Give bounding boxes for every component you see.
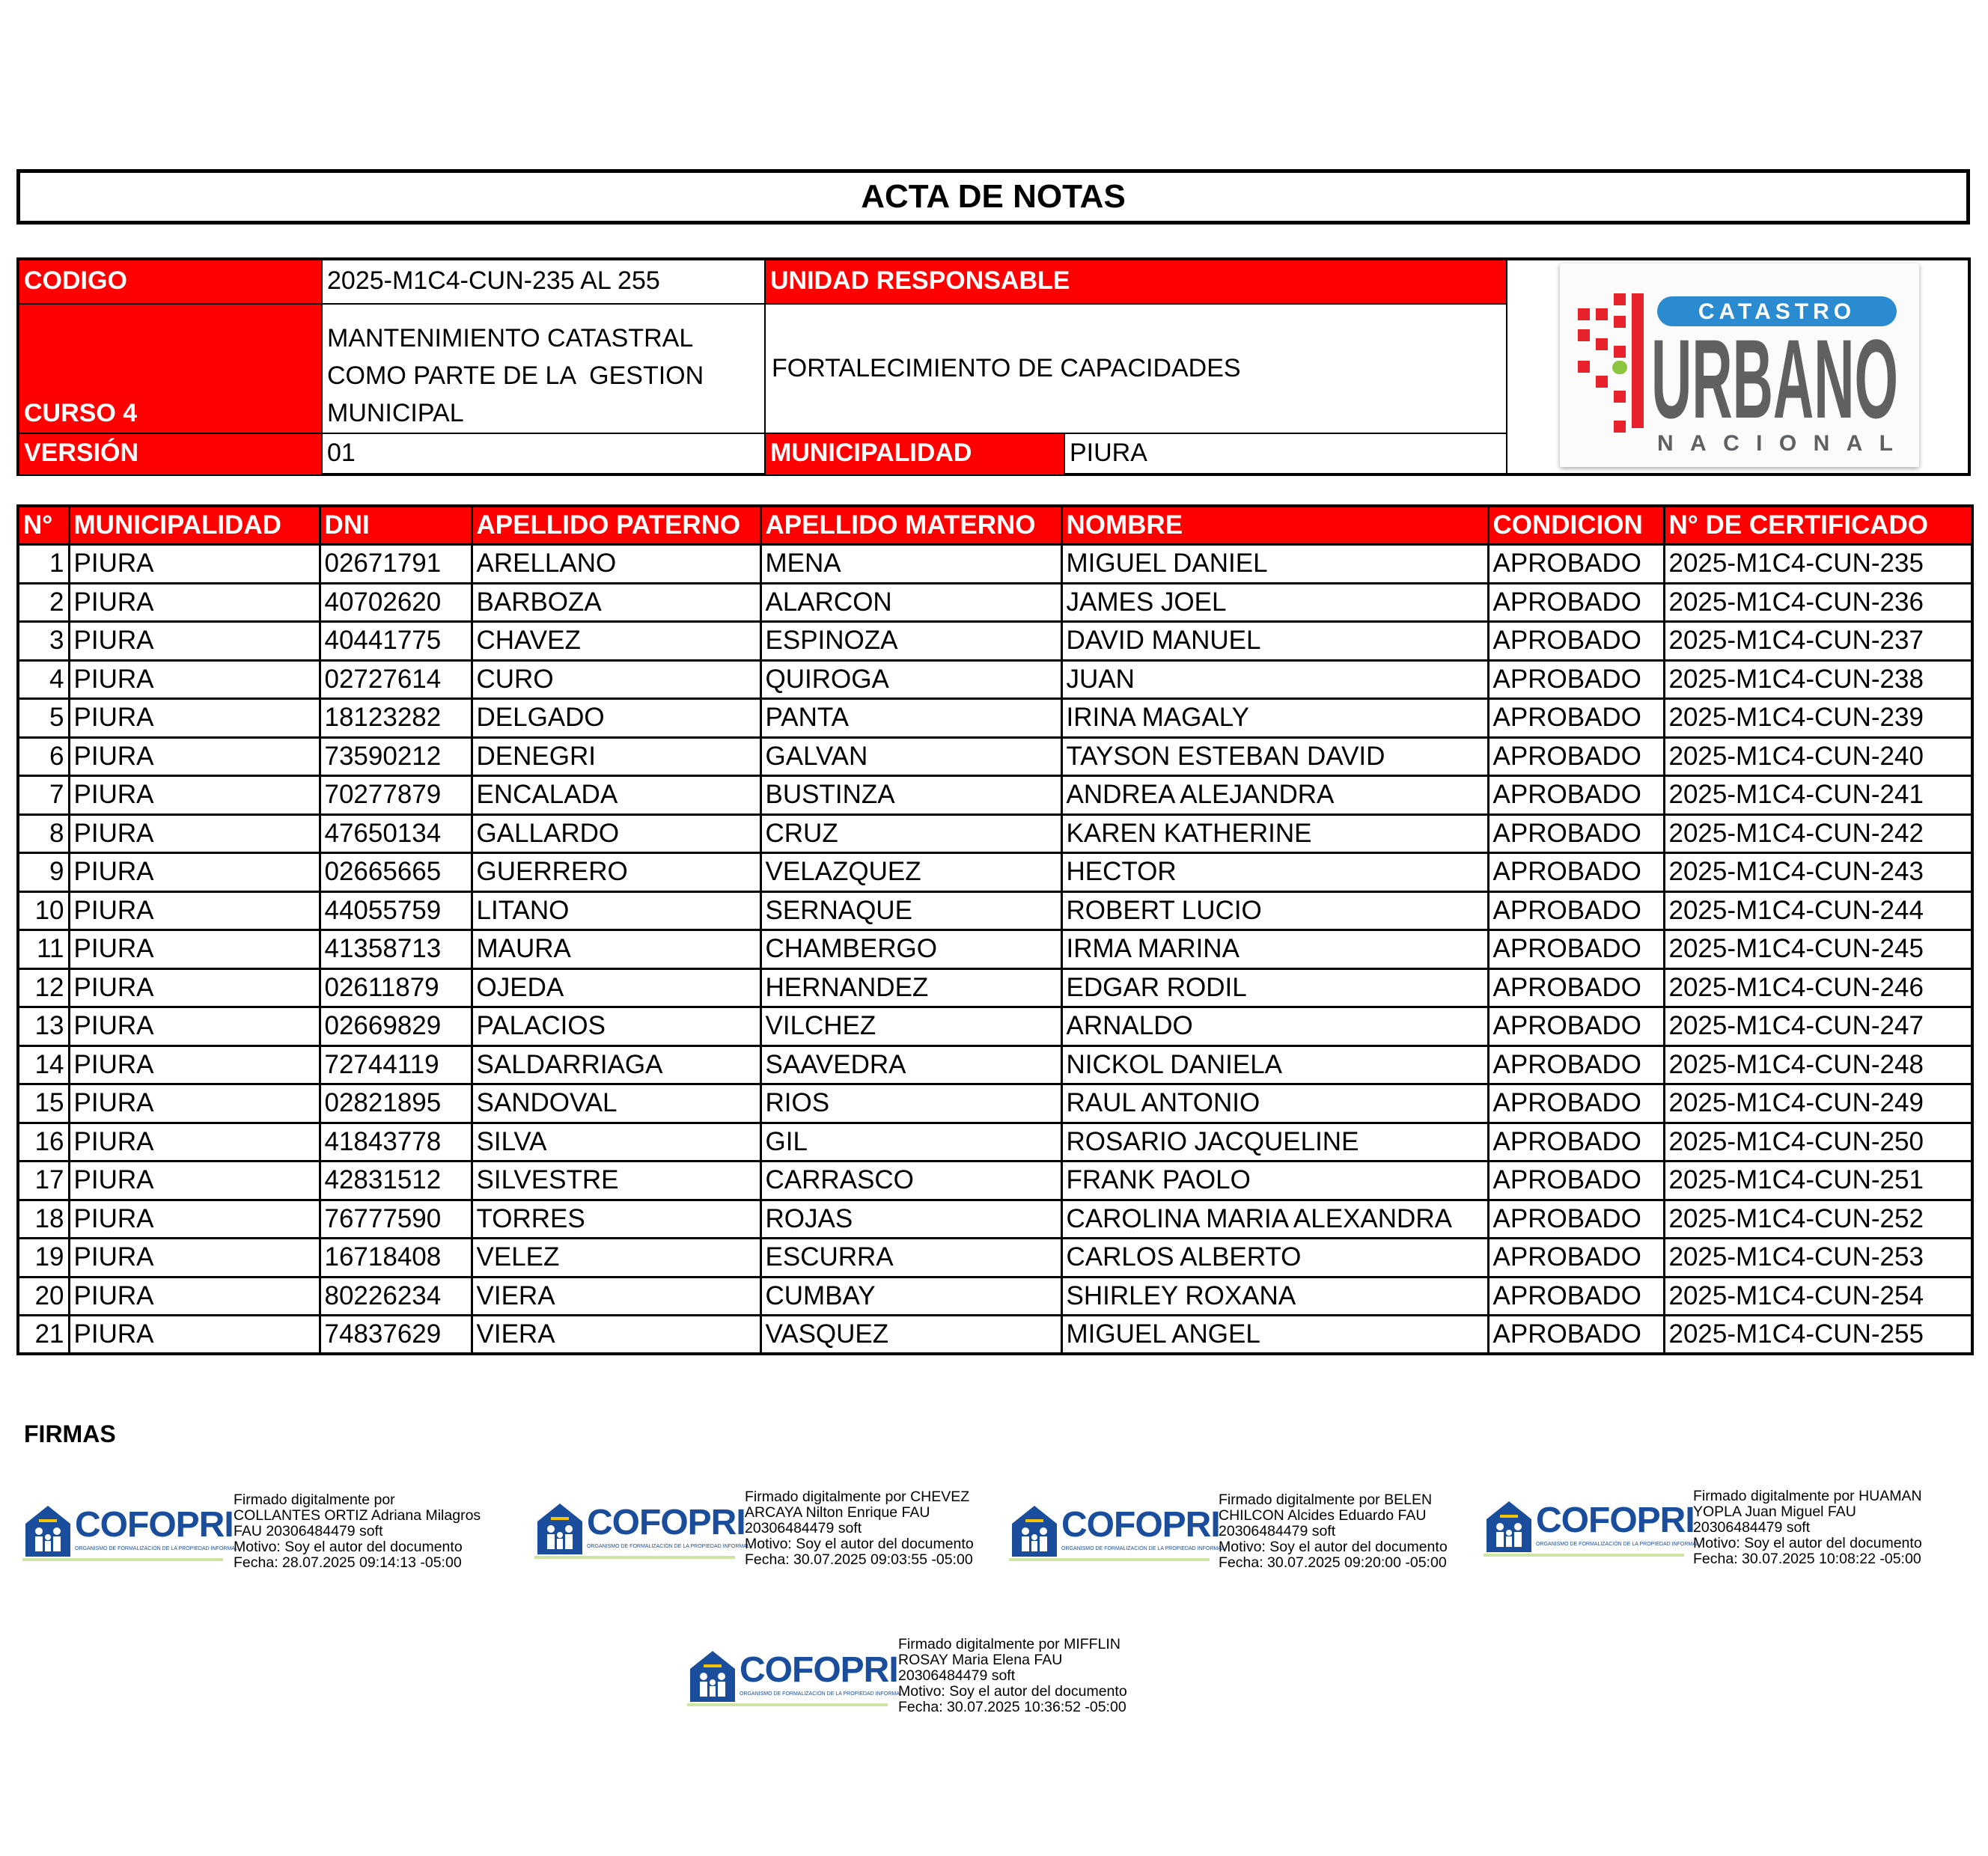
cell-apellido-materno: VELAZQUEZ [760, 853, 1061, 892]
cell-condicion: APROBADO [1488, 853, 1664, 892]
cell-nombre: FRANK PAOLO [1061, 1161, 1488, 1200]
cell-apellido-paterno: GALLARDO [472, 814, 760, 853]
municipalidad-label: MUNICIPALIDAD [766, 434, 1065, 474]
version-label: VERSIÓN [19, 434, 323, 474]
cell-apellido-materno: SAAVEDRA [760, 1045, 1061, 1084]
curso-label: CURSO 4 [24, 399, 138, 427]
cell-condicion: APROBADO [1488, 660, 1664, 699]
signature-lines [898, 1637, 1127, 1715]
cell-dni: 18123282 [320, 699, 472, 738]
cell-numero: 11 [18, 930, 69, 969]
cell-municipalidad: PIURA [69, 1316, 320, 1355]
table-row [18, 853, 1972, 892]
cell-municipalidad: PIURA [69, 699, 320, 738]
cell-apellido-paterno: TORRES [472, 1200, 760, 1239]
table-row [18, 814, 1972, 853]
cell-apellido-paterno: ENCALADA [472, 776, 760, 815]
cell-nombre: ROSARIO JACQUELINE [1061, 1123, 1488, 1161]
unidad-label: UNIDAD RESPONSABLE [766, 260, 1506, 305]
table-row [18, 622, 1972, 661]
signature-lines [745, 1489, 974, 1568]
cell-nombre: MIGUEL ANGEL [1061, 1316, 1488, 1355]
cell-numero: 14 [18, 1045, 69, 1084]
seal-bar [1009, 1558, 1210, 1561]
cell-apellido-materno: GALVAN [760, 737, 1061, 776]
cell-apellido-paterno: OJEDA [472, 968, 760, 1007]
table-row [18, 583, 1972, 622]
house-family-icon [1010, 1504, 1058, 1558]
cell-apellido-paterno: DENEGRI [472, 737, 760, 776]
cell-municipalidad: PIURA [69, 968, 320, 1007]
cofopri-name: COFOPRI [587, 1503, 746, 1542]
cell-municipalidad: PIURA [69, 1161, 320, 1200]
table-row [18, 545, 1972, 584]
cofopri-subtitle: ORGANISMO DE FORMALIZACIÓN DE LA PROPIEDAD INFORMAL [587, 1544, 750, 1549]
cell-dni: 02611879 [320, 968, 472, 1007]
cell-certificado: 2025-M1C4-CUN-245 [1664, 930, 1972, 969]
header-col-condicion: CONDICION [1488, 506, 1664, 545]
signature-line: Fecha: 30.07.2025 10:08:22 -05:00 [1693, 1551, 1921, 1567]
cell-apellido-materno: CUMBAY [760, 1277, 1061, 1316]
table-row [18, 1084, 1972, 1123]
cell-condicion: APROBADO [1488, 776, 1664, 815]
cell-dni: 02727614 [320, 660, 472, 699]
cell-numero: 4 [18, 660, 69, 699]
cell-municipalidad: PIURA [69, 1007, 320, 1046]
table-row [18, 737, 1972, 776]
table-row [18, 968, 1972, 1007]
cell-dni: 02671791 [320, 545, 472, 584]
codigo-label: CODIGO [19, 260, 323, 305]
cell-condicion: APROBADO [1488, 1161, 1664, 1200]
cell-numero: 8 [18, 814, 69, 853]
logo-separator [1506, 260, 1507, 474]
document-title [16, 169, 1970, 225]
header-col-municipalidad: MUNICIPALIDAD [69, 506, 320, 545]
cell-municipalidad: PIURA [69, 930, 320, 969]
cell-municipalidad: PIURA [69, 776, 320, 815]
cell-dni: 42831512 [320, 1161, 472, 1200]
cell-nombre: ANDREA ALEJANDRA [1061, 776, 1488, 815]
cofopri-subtitle: ORGANISMO DE FORMALIZACIÓN DE LA PROPIEDAD INFORMAL [75, 1546, 238, 1551]
cell-certificado: 2025-M1C4-CUN-249 [1664, 1084, 1972, 1123]
header-col-apellido-materno: APELLIDO MATERNO [760, 506, 1061, 545]
signature-line: 20306484479 soft [745, 1520, 862, 1536]
cell-condicion: APROBADO [1488, 1277, 1664, 1316]
signature-line: Motivo: Soy el autor del documento [1693, 1535, 1922, 1551]
cell-numero: 12 [18, 968, 69, 1007]
cell-condicion: APROBADO [1488, 930, 1664, 969]
cell-apellido-materno: ALARCON [760, 583, 1061, 622]
curso-line-2: COMO PARTE DE LA GESTION [327, 361, 704, 390]
table-row [18, 699, 1972, 738]
cell-numero: 10 [18, 891, 69, 930]
cell-numero: 20 [18, 1277, 69, 1316]
cell-apellido-materno: SERNAQUE [760, 891, 1061, 930]
cell-numero: 2 [18, 583, 69, 622]
cell-apellido-materno: CARRASCO [760, 1161, 1061, 1200]
signature-line: Firmado digitalmente por CHEVEZ [745, 1489, 970, 1505]
cell-municipalidad: PIURA [69, 1084, 320, 1123]
cell-apellido-materno: BUSTINZA [760, 776, 1061, 815]
signature-lines [1219, 1492, 1448, 1571]
cell-certificado: 2025-M1C4-CUN-250 [1664, 1123, 1972, 1161]
table-row [18, 1316, 1972, 1355]
header-col-nombre: NOMBRE [1061, 506, 1488, 545]
cell-apellido-materno: ESPINOZA [760, 622, 1061, 661]
cell-nombre: IRMA MARINA [1061, 930, 1488, 969]
table-row [18, 776, 1972, 815]
seal-bar [687, 1703, 888, 1706]
cell-condicion: APROBADO [1488, 1007, 1664, 1046]
cell-condicion: APROBADO [1488, 583, 1664, 622]
cofopri-name: COFOPRI [740, 1650, 898, 1690]
signature-line: Motivo: Soy el autor del documento [234, 1539, 463, 1555]
cell-condicion: APROBADO [1488, 1084, 1664, 1123]
cell-dni: 40702620 [320, 583, 472, 622]
signature-lines [234, 1492, 481, 1571]
header-col-dni: DNI [320, 506, 472, 545]
cell-condicion: APROBADO [1488, 968, 1664, 1007]
cell-condicion: APROBADO [1488, 1316, 1664, 1355]
cell-apellido-paterno: VIERA [472, 1316, 760, 1355]
cell-dni: 70277879 [320, 776, 472, 815]
cell-certificado: 2025-M1C4-CUN-247 [1664, 1007, 1972, 1046]
version-value: 01 [323, 434, 766, 474]
cofopri-subtitle: ORGANISMO DE FORMALIZACIÓN DE LA PROPIEDAD INFORMAL [1536, 1542, 1699, 1547]
cell-nombre: EDGAR RODIL [1061, 968, 1488, 1007]
signature-line: 20306484479 soft [1219, 1523, 1336, 1539]
cell-certificado: 2025-M1C4-CUN-235 [1664, 545, 1972, 584]
cell-numero: 17 [18, 1161, 69, 1200]
cell-certificado: 2025-M1C4-CUN-236 [1664, 583, 1972, 622]
cell-municipalidad: PIURA [69, 545, 320, 584]
cell-condicion: APROBADO [1488, 1123, 1664, 1161]
signature-line: ARCAYA Nilton Enrique FAU [745, 1504, 930, 1521]
cell-numero: 7 [18, 776, 69, 815]
cell-apellido-materno: RIOS [760, 1084, 1061, 1123]
cell-apellido-paterno: SILVA [472, 1123, 760, 1161]
signature-line: Fecha: 30.07.2025 09:03:55 -05:00 [745, 1551, 973, 1568]
curso-name [323, 305, 766, 434]
table-body [18, 545, 1972, 1355]
cell-nombre: ROBERT LUCIO [1061, 891, 1488, 930]
table-row [18, 891, 1972, 930]
cell-condicion: APROBADO [1488, 545, 1664, 584]
cell-certificado: 2025-M1C4-CUN-242 [1664, 814, 1972, 853]
cell-apellido-paterno: SANDOVAL [472, 1084, 760, 1123]
catastro-urbano-logo-graphic [1560, 263, 1919, 467]
cell-municipalidad: PIURA [69, 660, 320, 699]
cell-municipalidad: PIURA [69, 814, 320, 853]
cofopri-logo [1009, 1503, 1225, 1563]
table-row [18, 660, 1972, 699]
cell-municipalidad: PIURA [69, 1123, 320, 1161]
cell-dni: 76777590 [320, 1200, 472, 1239]
cell-numero: 18 [18, 1200, 69, 1239]
cell-condicion: APROBADO [1488, 1239, 1664, 1277]
cell-municipalidad: PIURA [69, 583, 320, 622]
catastro-urbano-logo [1560, 263, 1919, 467]
cell-numero: 15 [18, 1084, 69, 1123]
signature-line: FAU 20306484479 soft [234, 1523, 383, 1539]
cell-apellido-paterno: MAURA [472, 930, 760, 969]
cell-dni: 44055759 [320, 891, 472, 930]
signature-line: COLLANTES ORTIZ Adriana Milagros [234, 1507, 481, 1524]
cofopri-logo [687, 1648, 903, 1708]
cell-dni: 72744119 [320, 1045, 472, 1084]
cofopri-subtitle: ORGANISMO DE FORMALIZACIÓN DE LA PROPIEDAD INFORMAL [740, 1691, 903, 1697]
cell-apellido-materno: CRUZ [760, 814, 1061, 853]
cell-dni: 02665665 [320, 853, 472, 892]
cell-nombre: KAREN KATHERINE [1061, 814, 1488, 853]
cell-dni: 41358713 [320, 930, 472, 969]
cell-condicion: APROBADO [1488, 622, 1664, 661]
cell-apellido-materno: CHAMBERGO [760, 930, 1061, 969]
header-col-apellido-paterno: APELLIDO PATERNO [472, 506, 760, 545]
cell-apellido-paterno: GUERRERO [472, 853, 760, 892]
seal-bar [534, 1556, 735, 1559]
title-text: ACTA DE NOTAS [861, 178, 1126, 215]
cell-nombre: CARLOS ALBERTO [1061, 1239, 1488, 1277]
cell-apellido-paterno: ARELLANO [472, 545, 760, 584]
unidad-value: FORTALECIMIENTO DE CAPACIDADES [766, 305, 1506, 434]
cell-certificado: 2025-M1C4-CUN-237 [1664, 622, 1972, 661]
table-row [18, 1277, 1972, 1316]
cell-numero: 16 [18, 1123, 69, 1161]
cell-certificado: 2025-M1C4-CUN-251 [1664, 1161, 1972, 1200]
cell-nombre: HECTOR [1061, 853, 1488, 892]
cell-apellido-paterno: SILVESTRE [472, 1161, 760, 1200]
cell-apellido-materno: QUIROGA [760, 660, 1061, 699]
seal-bar [22, 1558, 223, 1561]
cell-numero: 13 [18, 1007, 69, 1046]
cell-certificado: 2025-M1C4-CUN-241 [1664, 776, 1972, 815]
cofopri-subtitle: ORGANISMO DE FORMALIZACIÓN DE LA PROPIEDAD INFORMAL [1061, 1546, 1225, 1551]
cell-certificado: 2025-M1C4-CUN-253 [1664, 1239, 1972, 1277]
cell-condicion: APROBADO [1488, 814, 1664, 853]
cell-municipalidad: PIURA [69, 737, 320, 776]
cell-municipalidad: PIURA [69, 853, 320, 892]
signature-line: Fecha: 30.07.2025 10:36:52 -05:00 [898, 1699, 1126, 1715]
cell-municipalidad: PIURA [69, 1239, 320, 1277]
cell-apellido-paterno: CHAVEZ [472, 622, 760, 661]
cell-dni: 47650134 [320, 814, 472, 853]
logo-top-text: CATASTRO [1698, 299, 1856, 324]
house-family-icon [24, 1504, 72, 1558]
cell-apellido-materno: PANTA [760, 699, 1061, 738]
seal-bar [1484, 1554, 1684, 1557]
cell-nombre: JUAN [1061, 660, 1488, 699]
table-row [18, 930, 1972, 969]
curso-line-3: MUNICIPAL [327, 399, 464, 427]
cell-apellido-paterno: VELEZ [472, 1239, 760, 1277]
cell-condicion: APROBADO [1488, 1200, 1664, 1239]
cofopri-logo [534, 1501, 750, 1560]
cell-certificado: 2025-M1C4-CUN-255 [1664, 1316, 1972, 1355]
cell-nombre: TAYSON ESTEBAN DAVID [1061, 737, 1488, 776]
cell-apellido-paterno: DELGADO [472, 699, 760, 738]
cell-dni: 74837629 [320, 1316, 472, 1355]
table-row [18, 1007, 1972, 1046]
signature-line: Firmado digitalmente por MIFFLIN [898, 1636, 1120, 1652]
cell-numero: 9 [18, 853, 69, 892]
cell-nombre: NICKOL DANIELA [1061, 1045, 1488, 1084]
cell-municipalidad: PIURA [69, 1277, 320, 1316]
cell-municipalidad: PIURA [69, 622, 320, 661]
cell-certificado: 2025-M1C4-CUN-244 [1664, 891, 1972, 930]
signature-line: YOPLA Juan Miguel FAU [1693, 1504, 1856, 1520]
cell-certificado: 2025-M1C4-CUN-238 [1664, 660, 1972, 699]
signature-line: 20306484479 soft [1693, 1519, 1811, 1536]
signature-line: Motivo: Soy el autor del documento [745, 1536, 974, 1552]
signature-line: Motivo: Soy el autor del documento [1219, 1539, 1448, 1555]
cell-nombre: IRINA MAGALY [1061, 699, 1488, 738]
header-col-certificado: N° DE CERTIFICADO [1664, 506, 1972, 545]
table-row [18, 1123, 1972, 1161]
signature-line: Firmado digitalmente por [234, 1492, 395, 1508]
cofopri-name: COFOPRI [1536, 1501, 1695, 1540]
curso-line-1: MANTENIMIENTO CATASTRAL [327, 324, 694, 352]
cell-nombre: ARNALDO [1061, 1007, 1488, 1046]
cell-numero: 3 [18, 622, 69, 661]
table-header-row [18, 506, 1972, 545]
cell-nombre: JAMES JOEL [1061, 583, 1488, 622]
cell-dni: 40441775 [320, 622, 472, 661]
signature-line: Firmado digitalmente por BELEN [1219, 1492, 1433, 1508]
cell-apellido-paterno: CURO [472, 660, 760, 699]
cofopri-name: COFOPRI [1061, 1505, 1220, 1545]
cell-condicion: APROBADO [1488, 891, 1664, 930]
cell-apellido-materno: HERNANDEZ [760, 968, 1061, 1007]
cell-numero: 1 [18, 545, 69, 584]
signature-line: 20306484479 soft [898, 1667, 1016, 1684]
cell-municipalidad: PIURA [69, 1045, 320, 1084]
signature-line: Firmado digitalmente por HUAMAN [1693, 1488, 1922, 1504]
firmas-label: FIRMAS [24, 1420, 116, 1447]
cofopri-logo [1484, 1498, 1699, 1558]
house-family-icon [689, 1649, 737, 1703]
cofopri-logo [22, 1503, 238, 1563]
cell-apellido-materno: VASQUEZ [760, 1316, 1061, 1355]
cell-dni: 73590212 [320, 737, 472, 776]
signature-line: Motivo: Soy el autor del documento [898, 1683, 1127, 1700]
cell-apellido-paterno: SALDARRIAGA [472, 1045, 760, 1084]
cell-apellido-materno: VILCHEZ [760, 1007, 1061, 1046]
cofopri-name: COFOPRI [75, 1505, 234, 1545]
signature-line: ROSAY Maria Elena FAU [898, 1652, 1063, 1668]
cell-apellido-paterno: BARBOZA [472, 583, 760, 622]
curso-label-cell [19, 305, 323, 434]
cell-nombre: RAUL ANTONIO [1061, 1084, 1488, 1123]
cell-dni: 41843778 [320, 1123, 472, 1161]
cell-certificado: 2025-M1C4-CUN-254 [1664, 1277, 1972, 1316]
signature-line: Fecha: 28.07.2025 09:14:13 -05:00 [234, 1554, 462, 1571]
cell-nombre: CAROLINA MARIA ALEXANDRA [1061, 1200, 1488, 1239]
table-row [18, 1200, 1972, 1239]
house-family-icon [1485, 1500, 1533, 1554]
cell-dni: 02669829 [320, 1007, 472, 1046]
cell-numero: 5 [18, 699, 69, 738]
cell-condicion: APROBADO [1488, 1045, 1664, 1084]
header-col-numero: N° [18, 506, 69, 545]
cell-numero: 19 [18, 1239, 69, 1277]
cell-apellido-materno: ROJAS [760, 1200, 1061, 1239]
table-row [18, 1045, 1972, 1084]
house-family-icon [536, 1502, 584, 1556]
cell-condicion: APROBADO [1488, 699, 1664, 738]
cell-nombre: MIGUEL DANIEL [1061, 545, 1488, 584]
cell-nombre: SHIRLEY ROXANA [1061, 1277, 1488, 1316]
signature-line: Fecha: 30.07.2025 09:20:00 -05:00 [1219, 1554, 1447, 1571]
cell-certificado: 2025-M1C4-CUN-243 [1664, 853, 1972, 892]
cell-condicion: APROBADO [1488, 737, 1664, 776]
signature-lines [1693, 1489, 1922, 1567]
cell-dni: 02821895 [320, 1084, 472, 1123]
table-row [18, 1239, 1972, 1277]
cell-certificado: 2025-M1C4-CUN-239 [1664, 699, 1972, 738]
table-row [18, 1161, 1972, 1200]
cell-certificado: 2025-M1C4-CUN-240 [1664, 737, 1972, 776]
cell-nombre: DAVID MANUEL [1061, 622, 1488, 661]
cell-municipalidad: PIURA [69, 1200, 320, 1239]
municipalidad-value: PIURA [1070, 439, 1147, 467]
codigo-value: 2025-M1C4-CUN-235 AL 255 [323, 260, 766, 305]
cell-municipalidad: PIURA [69, 891, 320, 930]
grades-table [16, 504, 1974, 1355]
cell-certificado: 2025-M1C4-CUN-246 [1664, 968, 1972, 1007]
cell-apellido-materno: ESCURRA [760, 1239, 1061, 1277]
cell-apellido-paterno: LITANO [472, 891, 760, 930]
cell-apellido-paterno: PALACIOS [472, 1007, 760, 1046]
cell-apellido-materno: MENA [760, 545, 1061, 584]
cell-numero: 21 [18, 1316, 69, 1355]
cell-dni: 16718408 [320, 1239, 472, 1277]
cell-apellido-paterno: VIERA [472, 1277, 760, 1316]
signature-line: CHILCON Alcides Eduardo FAU [1219, 1507, 1427, 1524]
cell-certificado: 2025-M1C4-CUN-248 [1664, 1045, 1972, 1084]
logo-bottom-text: NACIONAL [1657, 431, 1893, 456]
cell-numero: 6 [18, 737, 69, 776]
logo-main-text: URBANO [1651, 316, 1898, 442]
cell-apellido-materno: GIL [760, 1123, 1061, 1161]
cell-certificado: 2025-M1C4-CUN-252 [1664, 1200, 1972, 1239]
cell-dni: 80226234 [320, 1277, 472, 1316]
